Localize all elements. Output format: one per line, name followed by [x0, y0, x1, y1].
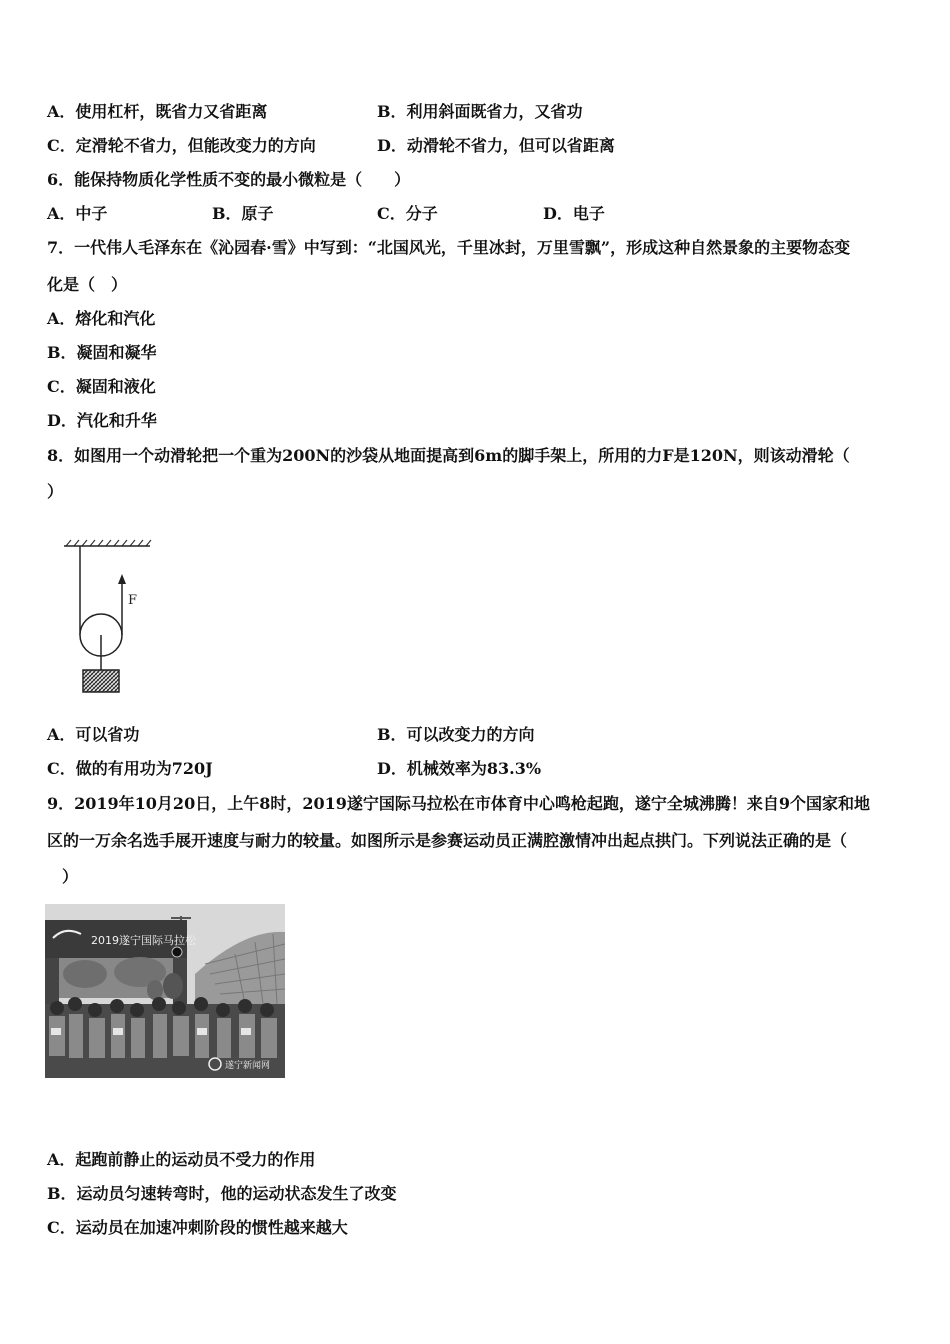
- q5-option-a: A．使用杠杆，既省力又省距离: [47, 102, 268, 121]
- q8-option-b: B．可以改变力的方向: [377, 725, 535, 744]
- q9-option-c: C．运动员在加速冲刺阶段的惯性越来越大: [47, 1218, 348, 1237]
- q7-stem-line1: 7．一代伟人毛泽东在《沁园春·雪》中写到：“北国风光，千里冰封，万里雪飘”，形成这种自然景象的主要物态变: [47, 238, 851, 257]
- q7-option-c: C．凝固和液化: [47, 377, 156, 396]
- q8-option-d: D．机械效率为83.3%: [377, 759, 542, 778]
- q7-option-d: D．汽化和升华: [47, 411, 157, 430]
- q6-option-a: A．中子: [47, 204, 108, 223]
- pulley-figure: [60, 538, 155, 698]
- q8-option-c: C．做的有用功为720J: [47, 759, 213, 778]
- force-label: F: [128, 593, 138, 608]
- sandbag: [83, 670, 119, 692]
- q9-stem-line1: 9．2019年10月20日，上午8时，2019遂宁国际马拉松在市体育中心鸣枪起跑，遂宁全城沸腾！来自9个国家和地: [47, 794, 870, 813]
- marathon-photo: [45, 904, 285, 1078]
- q7-option-b: B．凝固和凝华: [47, 343, 157, 362]
- q6-stem: 6．能保持物质化学性质不变的最小微粒是（ ）: [47, 170, 411, 189]
- ceiling-hatching: [66, 540, 151, 546]
- q5-option-c: C．定滑轮不省力，但能改变力的方向: [47, 136, 316, 155]
- balloon: [163, 973, 183, 999]
- q8-stem-line2: ）: [47, 482, 64, 501]
- q7-option-a: A．熔化和汽化: [47, 309, 156, 328]
- force-arrow: [118, 574, 126, 584]
- q6-option-c: C．分子: [377, 204, 438, 223]
- q9-stem-line2: 区的一万余名选手展开速度与耐力的较量。如图所示是参赛运动员正满腔激情冲出起点拱门。下列说法正确的是（: [47, 831, 848, 850]
- q8-option-a: A．可以省功: [47, 725, 140, 744]
- q9-option-a: A．起跑前静止的运动员不受力的作用: [47, 1150, 316, 1169]
- q7-stem-line2: 化是（ ）: [47, 275, 128, 294]
- q5-option-b: B．利用斜面既省力，又省功: [377, 102, 583, 121]
- photo-watermark: 遂宁新闻网: [225, 1061, 271, 1071]
- q9-stem-line3: ）: [62, 867, 79, 886]
- q9-option-b: B．运动员匀速转弯时，他的运动状态发生了改变: [47, 1184, 397, 1203]
- q5-option-d: D．动滑轮不省力，但可以省距离: [377, 136, 615, 155]
- q8-stem-line1: 8．如图用一个动滑轮把一个重为200N的沙袋从地面提高到6m的脚手架上，所用的力F是120N，则该动滑轮（: [47, 446, 850, 465]
- banner-text: 2019遂宁国际马拉松: [91, 934, 196, 947]
- q6-option-d: D．电子: [543, 204, 605, 223]
- q6-option-b: B．原子: [212, 204, 274, 223]
- banner-emblem: [172, 947, 182, 957]
